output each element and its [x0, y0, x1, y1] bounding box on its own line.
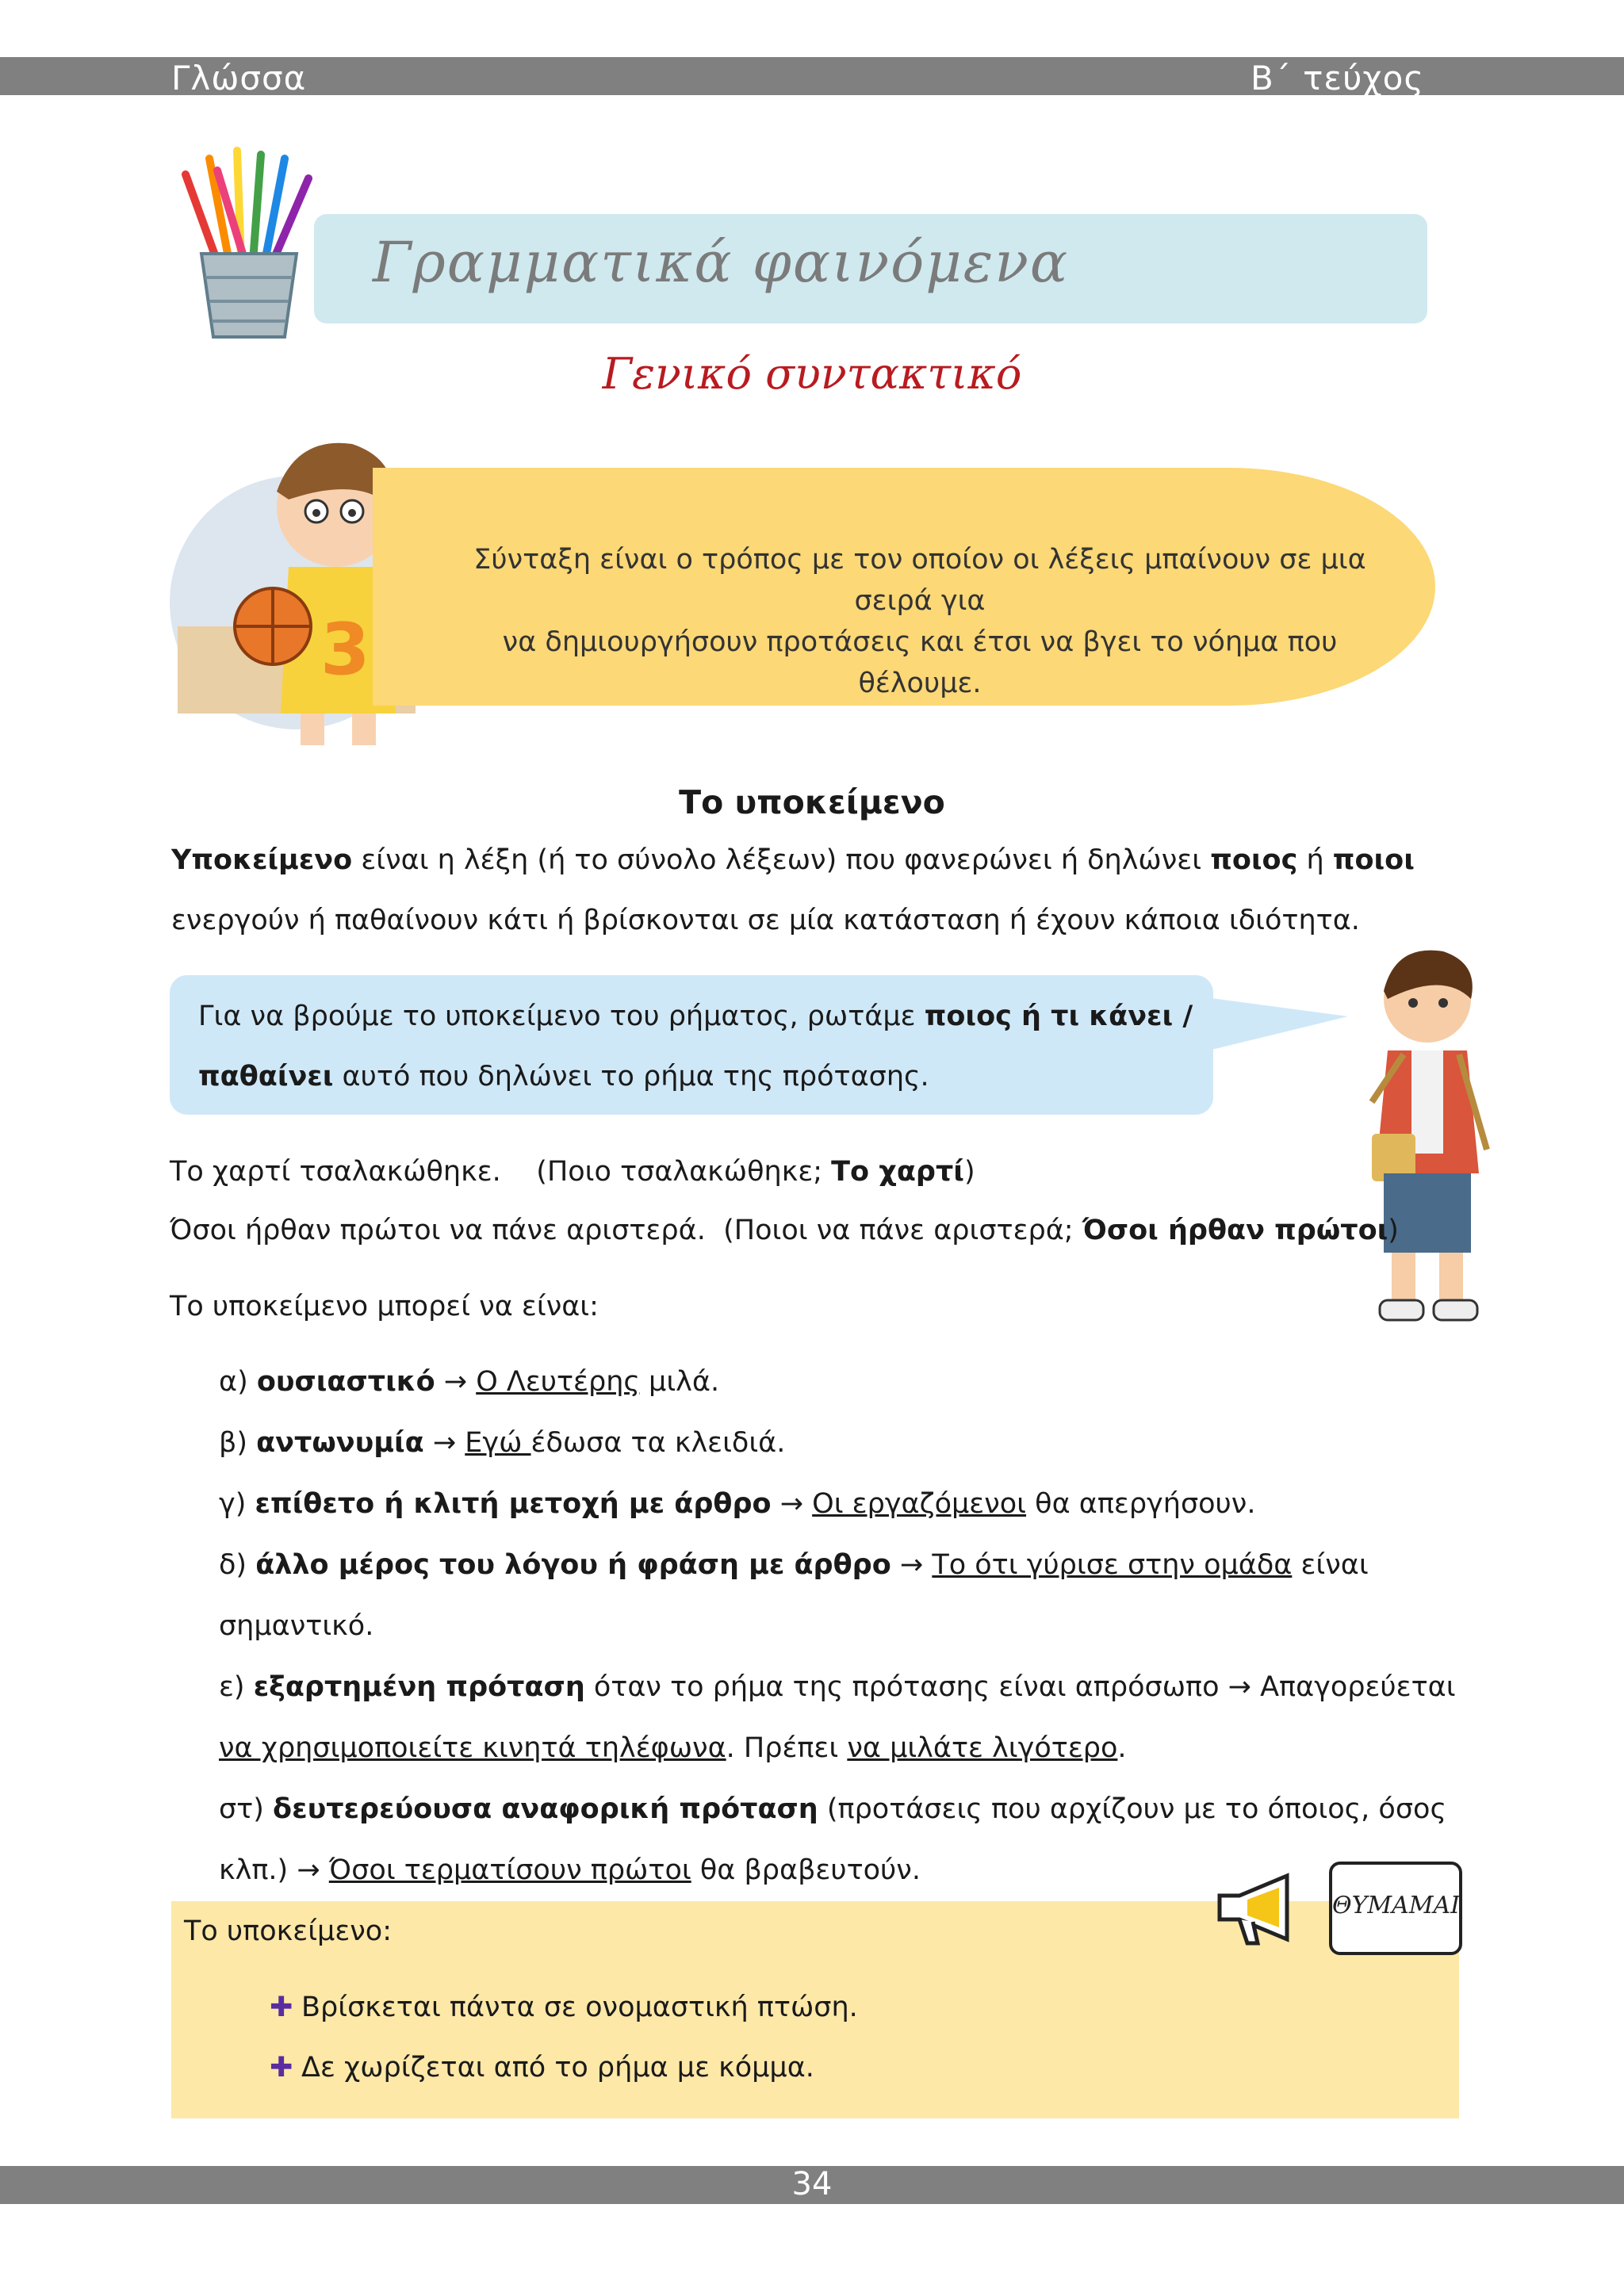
note-item	[270, 2052, 814, 2084]
note-text: Δε χωρίζεται από το ρήμα με κόμμα.	[301, 2052, 814, 2084]
pencil-cup-icon	[170, 143, 328, 341]
badge-label: ΘΥΜΑΜΑΙ	[1332, 1892, 1461, 1919]
header-bar	[0, 57, 1624, 98]
note-text: Βρίσκεται πάντα σε ονομαστική πτώση.	[301, 1992, 858, 2023]
subject-label: Γλώσσα	[171, 59, 307, 98]
bold-text: ποιος	[1210, 844, 1298, 876]
list-item: β) αντωνυμία → Εγώ έδωσα τα κλειδιά.	[219, 1427, 786, 1459]
text: ενεργούν ή παθαίνουν κάτι ή βρίσκονται σε μία κατάσταση ή έχουν κάποια ιδιότητα.	[171, 905, 1360, 936]
text: ή	[1297, 844, 1333, 876]
list-item: δ) άλλο μέρος του λόγου ή φράση με άρθρο → Το ότι γύρισε στην ομάδα είναι σημαντικό.	[219, 1549, 1369, 1642]
intro-paragraph	[171, 830, 1472, 951]
text: Για να βρούμε το υποκείμενο του ρήματος, ρωτάμε	[198, 1001, 925, 1032]
tip-text	[198, 986, 1197, 1107]
example-answer: Όσοι ήρθαν πρώτοι	[1082, 1215, 1388, 1246]
plus-bullet-icon: ✚	[270, 1992, 293, 2023]
text: αυτό που δηλώνει το ρήμα της πρότασης.	[333, 1061, 929, 1093]
section-title: Γραμματικά φαινόμενα	[373, 230, 1070, 295]
svg-text:3: 3	[320, 608, 370, 691]
can-be-label: Το υποκείμενο μπορεί να είναι:	[170, 1291, 599, 1322]
bold-text: ποιος ή τι κάνει / παθαίνει	[198, 1001, 1193, 1093]
example-question: (Ποιο τσαλακώθηκε;	[536, 1156, 832, 1188]
list-item: α) ουσιαστικό → Ο Λευτέρης μιλά.	[219, 1366, 720, 1398]
term: Υποκείμενο	[171, 844, 353, 876]
definition-text	[444, 539, 1396, 704]
list-item: ε) εξαρτημένη πρόταση όταν το ρήμα της πρότασης είναι απρόσωπο → Απαγορεύεται να χρησιμοποιείτε κινητά τηλέφωνα. Πρέπει να μιλάτε λιγότερο.	[219, 1671, 1456, 1764]
example-question: (Ποιοι να πάνε αριστερά;	[723, 1215, 1082, 1246]
list-item: στ) δευτερεύουσα αναφορική πρόταση (προτάσεις που αρχίζουν με το όποιος, όσος κλπ.) → Όσοι τερματίσουν πρώτοι θα βραβευτούν.	[219, 1793, 1446, 1886]
note-heading: Το υποκείμενο:	[184, 1915, 392, 1947]
remember-badge	[1329, 1862, 1462, 1955]
bold-text: ποιοι	[1332, 844, 1415, 876]
tip-tail	[1205, 997, 1348, 1051]
text: είναι η λέξη (ή το σύνολο λέξεων) που φανερώνει ή δηλώνει	[352, 844, 1211, 876]
page-number: 34	[791, 2166, 833, 2202]
subject-types-list	[219, 1352, 1488, 1901]
list-item: γ) επίθετο ή κλιτή μετοχή με άρθρο → Οι εργαζόμενοι θα απεργήσουν.	[219, 1488, 1256, 1520]
volume-label: Β΄ τεύχος	[1250, 59, 1424, 98]
example-1	[170, 1156, 975, 1188]
example-answer: Το χαρτί	[831, 1156, 964, 1188]
text: )	[963, 1156, 975, 1188]
standing-boy-icon	[1340, 943, 1515, 1332]
plus-bullet-icon: ✚	[270, 2052, 293, 2084]
definition-line: να δημιουργήσουν προτάσεις και έτσι να βγει το νόημα που θέλουμε.	[502, 626, 1338, 699]
page-subtitle: Γενικό συντακτικό	[602, 349, 1022, 399]
text: )	[1388, 1215, 1399, 1246]
footer-bar	[0, 2166, 1624, 2204]
example-sentence: Όσοι ήρθαν πρώτοι να πάνε αριστερά.	[170, 1215, 706, 1246]
definition-line: Σύνταξη είναι ο τρόπος με τον οποίον οι λέξεις μπαίνουν σε μια σειρά για	[473, 544, 1366, 617]
example-sentence: Το χαρτί τσαλακώθηκε.	[170, 1156, 501, 1188]
megaphone-icon	[1212, 1868, 1307, 1947]
subject-heading: Το υποκείμενο	[679, 783, 945, 821]
example-2	[170, 1215, 1399, 1246]
note-item	[270, 1992, 858, 2023]
